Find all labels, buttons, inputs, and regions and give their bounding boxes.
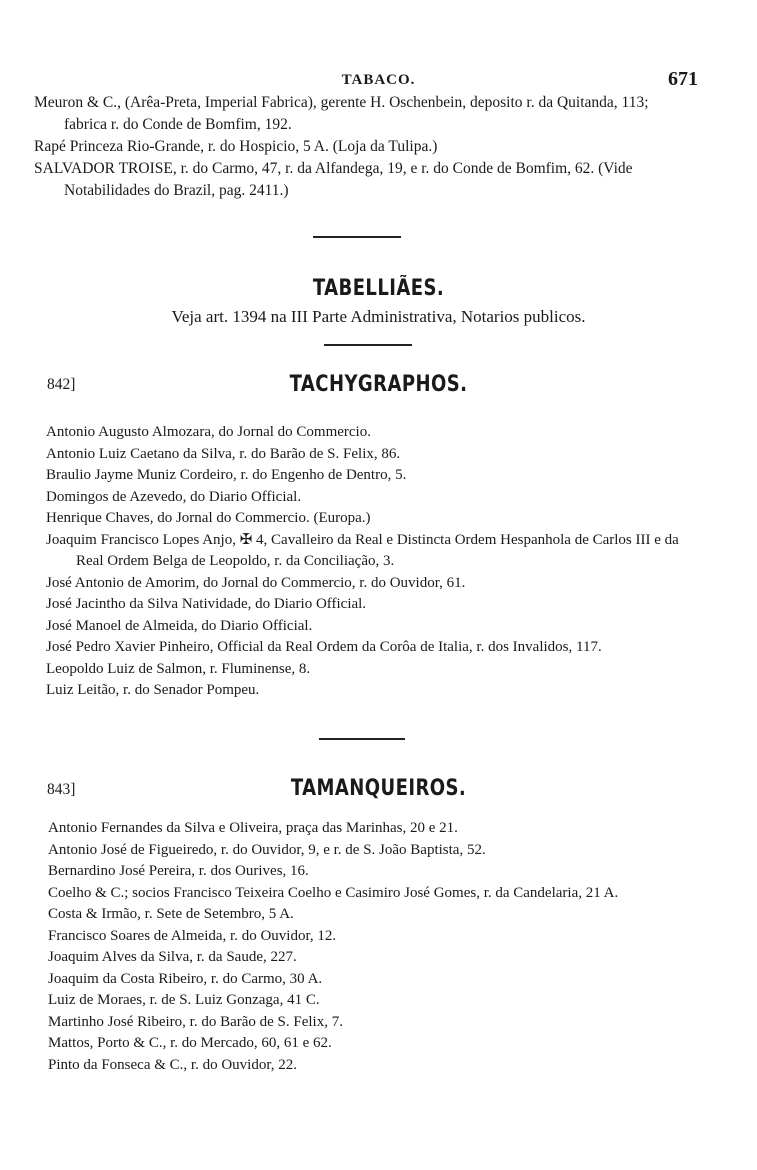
list-item: Luiz Leitão, r. do Senador Pompeu.: [46, 682, 260, 698]
list-item: José Pedro Xavier Pinheiro, Official da Real Ordem da Corôa de Italia, r. dos Invalidos, 117.: [46, 639, 602, 655]
list-item: Coelho & C.; socios Francisco Teixeira Coelho e Casimiro José Gomes, r. da Candelaria, 21 A.: [48, 884, 619, 901]
running-header-title: TABACO.: [341, 72, 416, 88]
list-item: Martinho José Ribeiro, r. do Barão de S. Felix, 7.: [48, 1013, 343, 1030]
page-number: 671: [668, 68, 698, 90]
list-item: Mattos, Porto & C., r. do Mercado, 60, 61 e 62.: [48, 1035, 332, 1051]
list-item: Joaquim Alves da Silva, r. da Saude, 227.: [48, 949, 297, 965]
list-item: Domingos de Azevedo, do Diario Official.: [46, 488, 302, 505]
section-divider: [324, 344, 412, 346]
list-item: Costa & Irmão, r. Sete de Setembro, 5 A.: [48, 906, 294, 922]
cross-reference-note: Veja art. 1394 na III Parte Administrativa, Notarios publicos.: [171, 307, 586, 326]
list-item: Braulio Jayme Muniz Cordeiro, r. do Engenho de Dentro, 5.: [46, 467, 407, 483]
list-item: Pinto da Fonseca & C., r. do Ouvidor, 22.: [48, 1056, 297, 1073]
list-item: José Antonio de Amorim, do Jornal do Commercio, r. do Ouvidor, 61.: [46, 574, 466, 591]
list-item: Bernardino José Pereira, r. dos Ourives, 16.: [48, 863, 309, 879]
tamanqueiros-entries: [48, 818, 688, 1076]
section-divider: [319, 738, 405, 740]
list-item: José Manoel de Almeida, do Diario Official.: [46, 617, 313, 634]
tachygraphos-entries: [46, 422, 686, 702]
list-item: SALVADOR TROISE, r. do Carmo, 47, r. da Alfandega, 19, e r. do Conde de Bomfim, 62. (Vide Notabilidades do Brazil, pag. 2411.): [34, 160, 633, 199]
list-item: Leopoldo Luiz de Salmon, r. Fluminense, 8.: [46, 660, 311, 677]
list-item: Joaquim Francisco Lopes Anjo, ✠ 4, Cavalleiro da Real e Distincta Ordem Hespanhola de Carlos III e da Real Ordem Belga de Leopoldo, r. da Conciliação, 3.: [46, 531, 679, 569]
list-item: Francisco Soares de Almeida, r. do Ouvidor, 12.: [48, 927, 337, 944]
section-heading-tabelliaes: TABELLIÃES.: [312, 276, 445, 301]
section-divider: [313, 236, 401, 238]
section-heading-tachygraphos: TACHYGRAPHOS.: [289, 372, 468, 397]
list-item: José Jacintho da Silva Natividade, do Diario Official.: [46, 596, 367, 612]
list-item: Rapé Princeza Rio-Grande, r. do Hospicio, 5 A. (Loja da Tulipa.): [34, 138, 438, 155]
list-item: Antonio Luiz Caetano da Silva, r. do Barão de S. Felix, 86.: [46, 445, 401, 462]
section-number: 842]: [47, 376, 76, 393]
tabaco-entries: [34, 92, 684, 202]
list-item: Luiz de Moraes, r. de S. Luiz Gonzaga, 41 C.: [48, 992, 320, 1008]
list-item: Meuron & C., (Arêa-Preta, Imperial Fabrica), gerente H. Oschenbein, deposito r. da Quitanda, 113; fabrica r. do Conde de Bomfim, 192.: [34, 94, 649, 133]
list-item: Joaquim da Costa Ribeiro, r. do Carmo, 30 A.: [48, 970, 323, 987]
list-item: Antonio Fernandes da Silva e Oliveira, praça das Marinhas, 20 e 21.: [48, 820, 458, 836]
section-number: 843]: [47, 781, 76, 798]
section-heading-tamanqueiros: TAMANQUEIROS.: [290, 776, 467, 801]
list-item: Henrique Chaves, do Jornal do Commercio. (Europa.): [46, 510, 371, 526]
list-item: Antonio Augusto Almozara, do Jornal do Commercio.: [46, 424, 371, 440]
list-item: Antonio José de Figueiredo, r. do Ouvidor, 9, e r. de S. João Baptista, 52.: [48, 841, 486, 858]
